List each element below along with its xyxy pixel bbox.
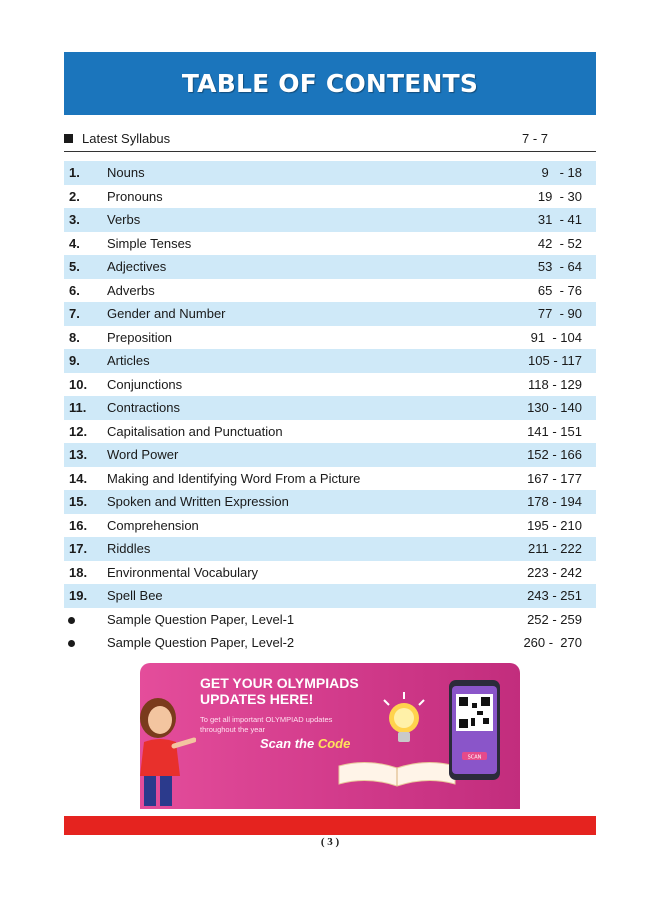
toc-row — [64, 608, 596, 632]
scan-code: Code — [317, 736, 351, 751]
chapter-number: 14. — [69, 470, 88, 486]
chapter-number: 3. — [69, 212, 80, 228]
chapter-title: Adjectives — [107, 259, 167, 275]
chapter-number: 15. — [69, 494, 88, 510]
chapter-number: 9. — [69, 353, 80, 369]
toc-row — [64, 326, 596, 350]
chapter-number: 10. — [69, 376, 88, 392]
chapter-title: Verbs — [107, 212, 141, 228]
chapter-pages: 141 - 151 — [527, 423, 582, 439]
toc-row — [64, 396, 596, 420]
chapter-pages: 19 - 30 — [537, 188, 582, 204]
chapter-title: Contractions — [107, 400, 180, 416]
chapter-pages: 118 - 129 — [528, 376, 582, 392]
chapter-number: 11. — [69, 400, 87, 416]
toc-row — [64, 279, 596, 303]
banner-headline: GET YOUR OLYMPIADS UPDATES HERE! — [200, 675, 359, 707]
bullet-icon — [64, 612, 107, 627]
chapter-title: Simple Tenses — [107, 235, 192, 251]
chapter-number: 6. — [69, 282, 80, 298]
sample-pages: 252 - 259 — [527, 611, 582, 627]
chapter-number: 12. — [69, 423, 88, 439]
page-title: TABLE OF CONTENTS — [181, 69, 479, 98]
chapter-pages: 211 - 222 — [528, 541, 582, 557]
chapter-pages: 42 - 52 — [537, 235, 582, 251]
toc-row — [64, 467, 596, 491]
chapter-title: Riddles — [107, 541, 151, 557]
toc-row — [64, 208, 596, 232]
page-number: ( 3 ) — [320, 836, 340, 848]
chapter-title: Spell Bee — [107, 588, 163, 604]
footer-bar — [64, 816, 596, 835]
syllabus-row — [64, 126, 596, 152]
chapter-title: Environmental Vocabulary — [107, 564, 259, 580]
chapter-pages: 91 - 104 — [530, 329, 582, 345]
phone-qr-icon — [447, 678, 502, 782]
open-book-icon — [335, 758, 459, 788]
chapter-number: 2. — [69, 188, 80, 204]
chapter-number: 13. — [69, 447, 88, 463]
chapter-number: 5. — [69, 259, 80, 275]
chapter-pages: 130 - 140 — [527, 400, 582, 416]
chapter-title: Nouns — [107, 165, 145, 181]
syllabus-pages: 7 - 7 — [522, 131, 549, 146]
sample-title: Sample Question Paper, Level-2 — [107, 635, 295, 651]
chapter-pages: 243 - 251 — [527, 588, 582, 604]
chapter-pages: 31 - 41 — [537, 212, 582, 228]
bullet-icon — [64, 635, 107, 650]
toc-row — [64, 514, 596, 538]
chapter-title: Adverbs — [107, 282, 155, 298]
girl-illustration-icon — [126, 690, 196, 810]
chapter-pages: 152 - 166 — [527, 447, 582, 463]
chapter-pages: 53 - 64 — [537, 259, 582, 275]
chapter-number: 4. — [69, 235, 80, 251]
toc-row — [64, 537, 596, 561]
scan-prefix: Scan — [260, 736, 292, 751]
toc-list — [64, 161, 596, 655]
chapter-pages: 77 - 90 — [537, 306, 582, 322]
toc-row — [64, 232, 596, 256]
toc-row — [64, 161, 596, 185]
toc-row — [64, 443, 596, 467]
chapter-pages: 195 - 210 — [527, 517, 582, 533]
sample-title: Sample Question Paper, Level-1 — [107, 611, 295, 627]
chapter-number: 19. — [69, 588, 88, 604]
chapter-pages: 9 - 18 — [541, 165, 582, 181]
square-bullet-icon — [64, 134, 73, 143]
chapter-number: 16. — [69, 517, 88, 533]
syllabus-label: Latest Syllabus — [82, 131, 171, 146]
toc-row — [64, 373, 596, 397]
toc-row — [64, 584, 596, 608]
chapter-pages: 167 - 177 — [527, 470, 582, 486]
toc-row — [64, 490, 596, 514]
chapter-number: 17. — [69, 541, 88, 557]
chapter-title: Preposition — [107, 329, 173, 345]
chapter-title: Gender and Number — [107, 306, 226, 322]
sample-pages: 260 - 270 — [523, 635, 582, 651]
chapter-number: 1. — [69, 165, 80, 181]
chapter-number: 18. — [69, 564, 88, 580]
chapter-pages: 105 - 117 — [528, 353, 582, 369]
toc-row — [64, 561, 596, 585]
toc-row — [64, 255, 596, 279]
phone-scan-label: SCAN — [467, 754, 482, 761]
chapter-number: 7. — [69, 306, 80, 322]
chapter-pages: 65 - 76 — [537, 282, 582, 298]
chapter-title: Articles — [107, 353, 150, 369]
toc-row — [64, 349, 596, 373]
scan-word: the — [294, 736, 315, 751]
toc-row — [64, 185, 596, 209]
chapter-title: Spoken and Written Expression — [107, 494, 289, 510]
lightbulb-icon — [378, 690, 430, 760]
toc-header — [64, 52, 596, 115]
banner-subtext: To get all important OLYMPIAD updates throughout the year — [200, 715, 333, 734]
chapter-pages: 223 - 242 — [527, 564, 582, 580]
toc-row — [64, 631, 596, 655]
chapter-title: Capitalisation and Punctuation — [107, 423, 283, 439]
chapter-number: 8. — [69, 329, 80, 345]
chapter-pages: 178 - 194 — [527, 494, 582, 510]
toc-row — [64, 420, 596, 444]
chapter-title: Conjunctions — [107, 376, 183, 392]
toc-row — [64, 302, 596, 326]
chapter-title: Word Power — [107, 447, 179, 463]
chapter-title: Comprehension — [107, 517, 199, 533]
chapter-title: Pronouns — [107, 188, 163, 204]
chapter-title: Making and Identifying Word From a Picture — [107, 470, 361, 486]
banner-scan-text — [260, 736, 350, 751]
